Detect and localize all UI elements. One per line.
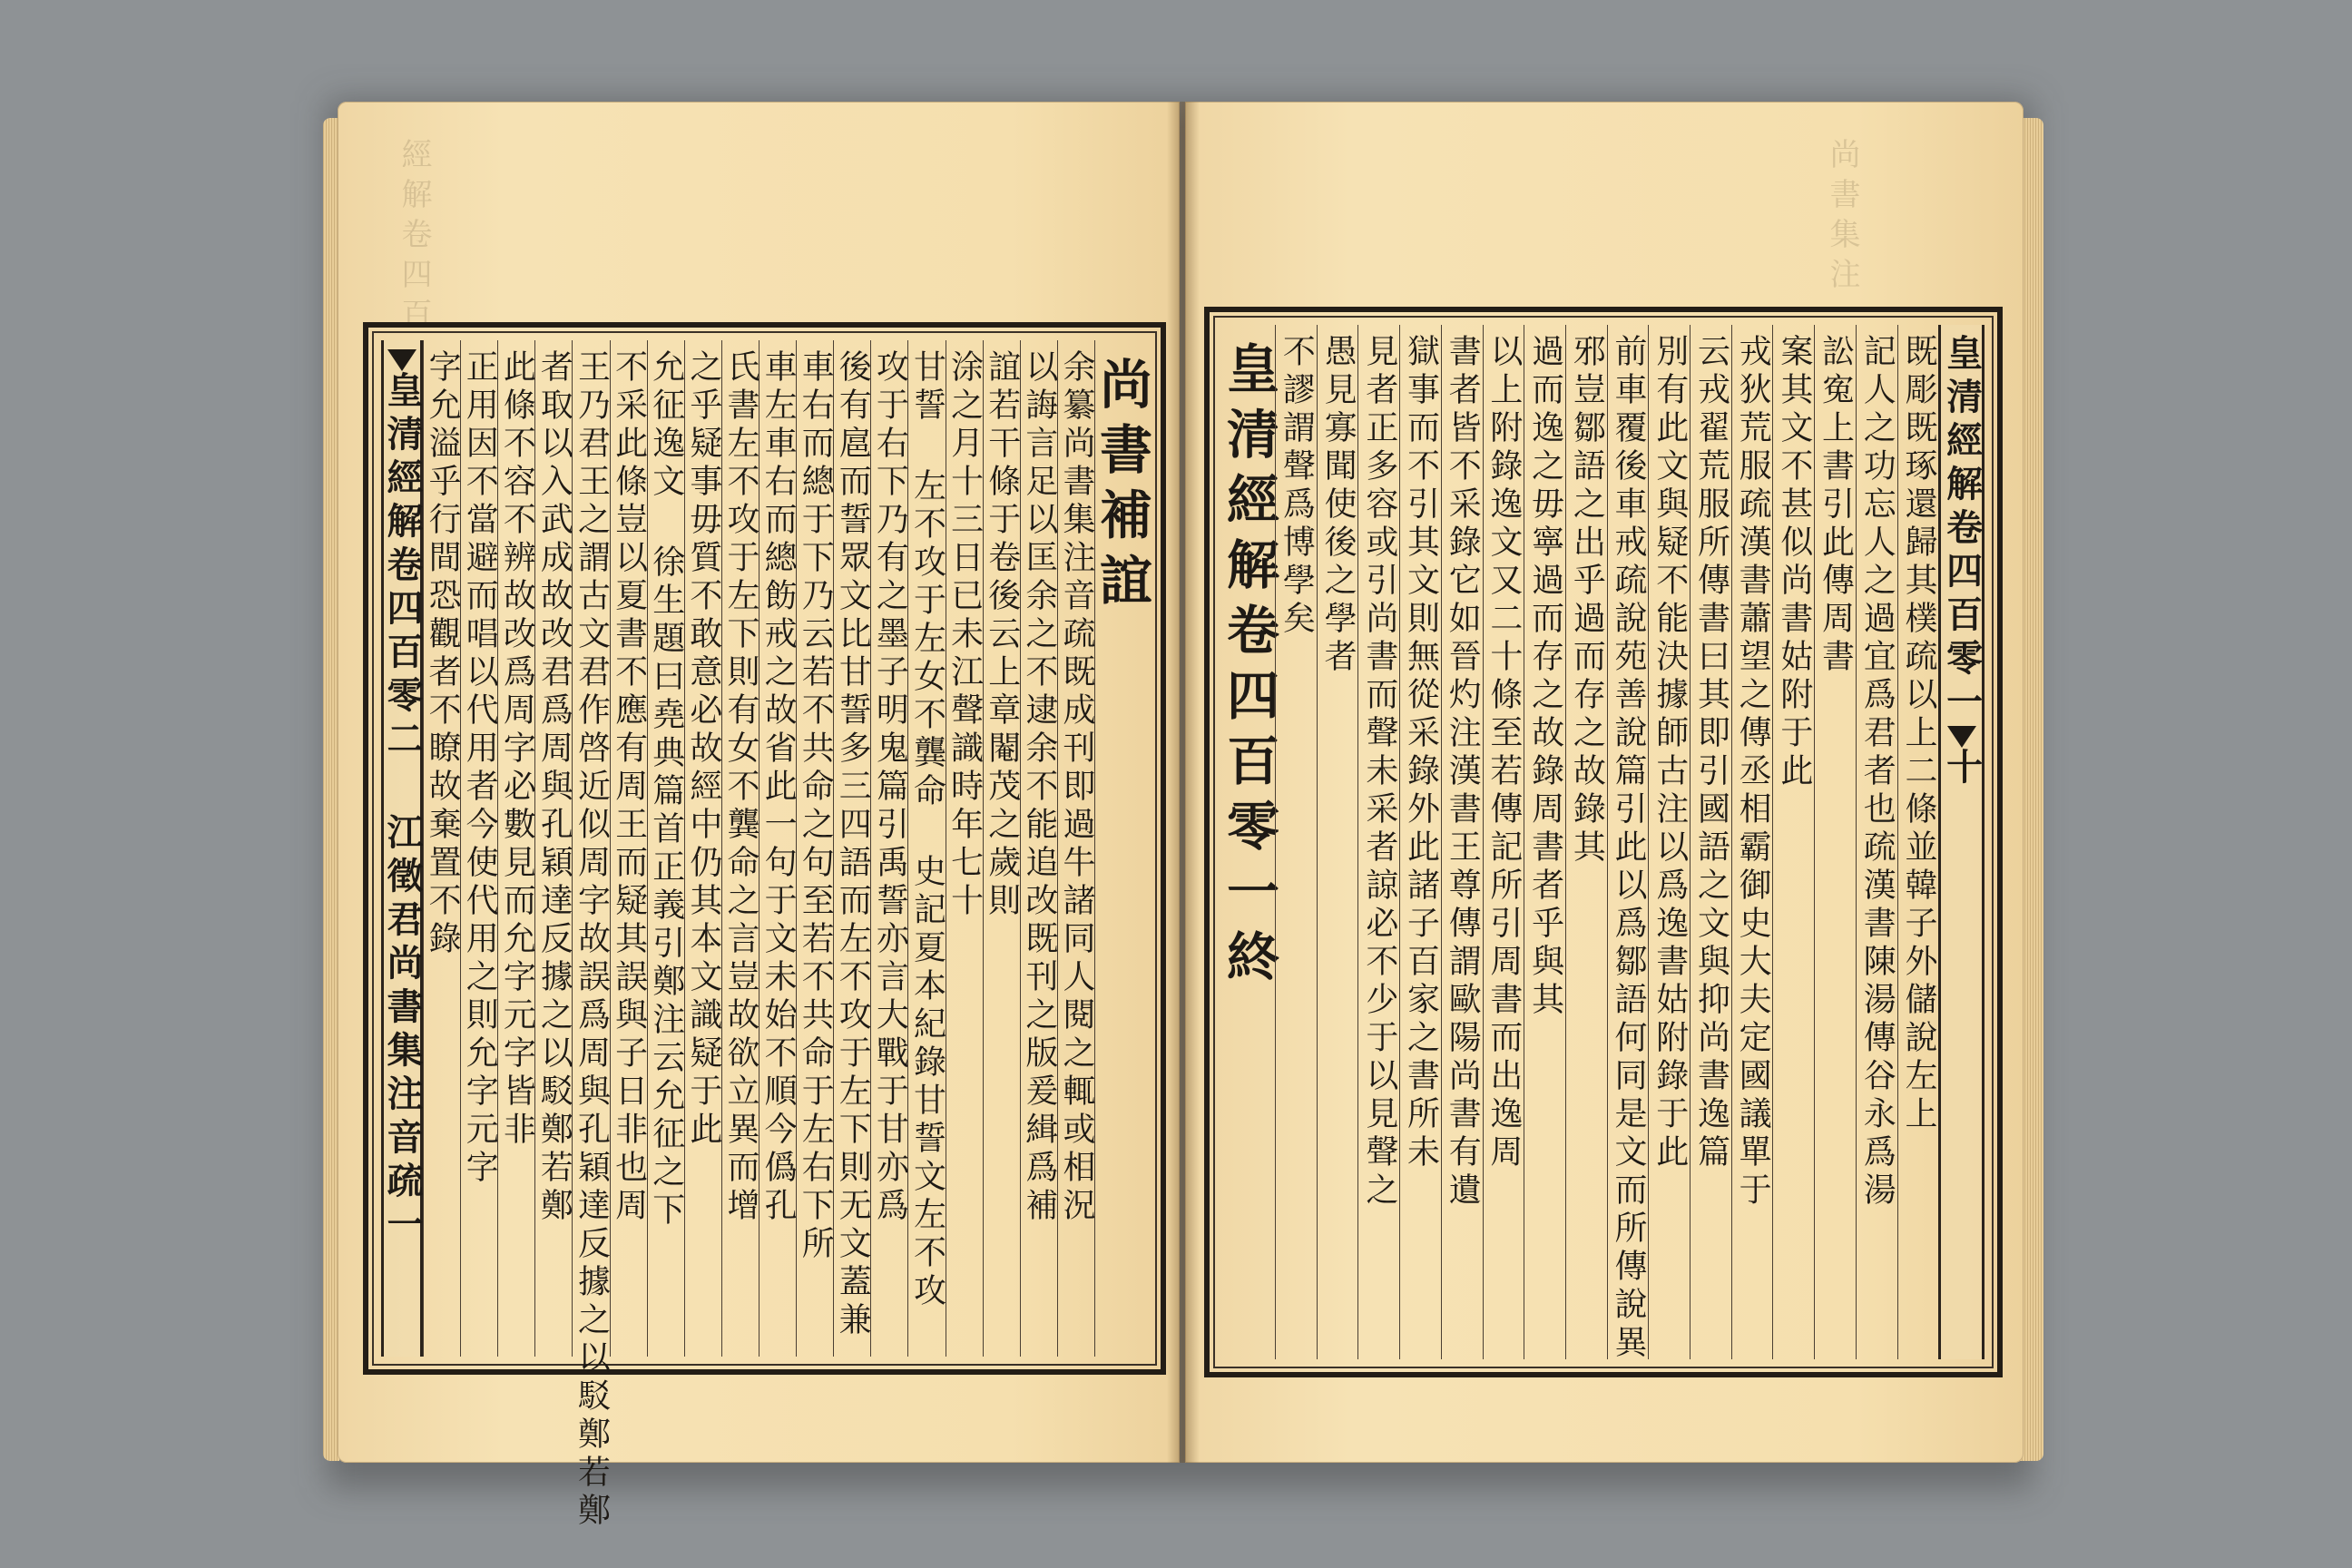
text-column: 訟寃上書引此傳周書 [1814, 325, 1856, 1359]
text-column: 過而逸之毋寧過而存之故錄周書者乎與其 [1524, 325, 1565, 1359]
text-column: 前車覆後車戒疏說苑善說篇引此以爲鄒語何同是文而所傳說異 [1607, 325, 1649, 1359]
text-column: 正用因不當避而唱以代用者今使代用之則允字元字 [460, 340, 497, 1357]
text-column: 甘誓 左不攻于左女不龔命 史記夏本紀錄甘誓文左不攻 [907, 340, 945, 1357]
text-column: 者取以入武成故改君爲周與孔穎達反據之以駁鄭若鄭 [534, 340, 572, 1357]
text-column: 後有扈而誓眾文比甘誓多三四語而左不攻于左下則无文蓋兼 [833, 340, 870, 1357]
bleed-through-text: 尚書集注 [1824, 138, 1860, 298]
text-column: 記人之功忘人之過宜爲君者也疏漢書陳湯傳谷永爲湯 [1856, 325, 1897, 1359]
text-column: 余纂尚書集注音疏既成刊即過牛諸同人閱之輒或相況 [1057, 340, 1094, 1357]
text-column: 不謬謂聲爲博學矣 [1275, 325, 1317, 1359]
right-text-frame [1204, 307, 2003, 1377]
text-column: 既彫既琢還歸其樸疏以上二條並韓子外儲說左上 [1897, 325, 1939, 1359]
text-column: 車右而總于下乃云若不共命之句至若不共命于左右下所 [796, 340, 833, 1357]
text-column: 見者正多容或引尚書而聲未采者諒必不少于以見聲之 [1357, 325, 1399, 1359]
text-column: 書者皆不采錄它如晉灼注漢書王尊傳謂歐陽尚書有遺 [1441, 325, 1483, 1359]
text-column: 云戎翟荒服所傳書曰其即引國語之文與抑尚書逸篇 [1690, 325, 1731, 1359]
center-band-left [381, 340, 423, 1357]
center-band-folio: 一 [380, 1205, 424, 1249]
text-column: 以誨言足以匡余之不逮余不能追改既刊之版爰緝爲補 [1020, 340, 1057, 1357]
section-title: 尚書補誼 [1094, 340, 1148, 1357]
center-band-title: 皇清經解卷四百零二 江徵君尚書集注音疏 [380, 371, 424, 1205]
book-gutter [1167, 102, 1200, 1463]
text-column: 字允溢乎行間恐觀者不瞭故棄置不錄 [423, 340, 460, 1357]
center-band-fish-mark [1947, 726, 1976, 748]
bleed-through-text: 經解卷四百 [396, 138, 432, 338]
text-column: 氏書左不攻于左下則有女不龔命之言豈故欲立異而增 [721, 340, 759, 1357]
text-column: 戎狄荒服疏漢書蕭望之傳丞相霸御史大夫定國議單于 [1731, 325, 1773, 1359]
center-band-title: 皇清經解卷四百零一 [1940, 334, 1984, 726]
text-column: 之乎疑事毋質不敢意必故經中仍其本文識疑于此 [684, 340, 721, 1357]
left-columns [380, 340, 1152, 1531]
right-columns [1218, 325, 1984, 1363]
center-band-fish-mark [387, 349, 416, 371]
text-column: 車左車右而總飭戒之故省此一句于文未始不順今僞孔 [759, 340, 796, 1357]
text-column: 邪豈鄒語之出乎過而存之故錄其 [1565, 325, 1607, 1359]
text-column: 別有此文與疑不能決據師古注以爲逸書姑附錄于此 [1648, 325, 1690, 1359]
text-column: 不采此條豈以夏書不應有周王而疑其誤與子日非也周 [610, 340, 647, 1357]
center-band-right [1938, 325, 1984, 1359]
text-column: 以上附錄逸文又二十條至若傳記所引周書而出逸周 [1483, 325, 1524, 1359]
text-column: 愚見寡聞使後之學者 [1317, 325, 1358, 1359]
text-column: 獄事而不引其文則無從采錄外此諸子百家之書所未 [1399, 325, 1441, 1359]
center-band-folio: 十 [1940, 748, 1984, 791]
text-column: 涂之月十三日已未江聲識時年七十 [946, 340, 983, 1357]
text-column: 允征逸文 徐生題曰堯典篇首正義引鄭注云允征之下 [647, 340, 684, 1357]
text-column: 王乃君王之謂古文君作啓近似周字故誤爲周與孔穎達反據之以駁鄭若鄭 [572, 340, 609, 1357]
text-column: 案其文不甚似尚書姑附于此 [1772, 325, 1814, 1359]
left-text-frame [363, 322, 1166, 1531]
text-column: 攻于右下乃有之墨子明鬼篇引禹誓亦言大戰于甘亦爲 [870, 340, 907, 1357]
text-column: 誼若干條于卷後云上章閹茂之歲則 [983, 340, 1020, 1357]
volume-end-title: 皇清經解卷四百零一終 [1218, 341, 1280, 995]
text-column: 此條不容不辨故改爲周字必數見而允字元字皆非 [497, 340, 534, 1357]
